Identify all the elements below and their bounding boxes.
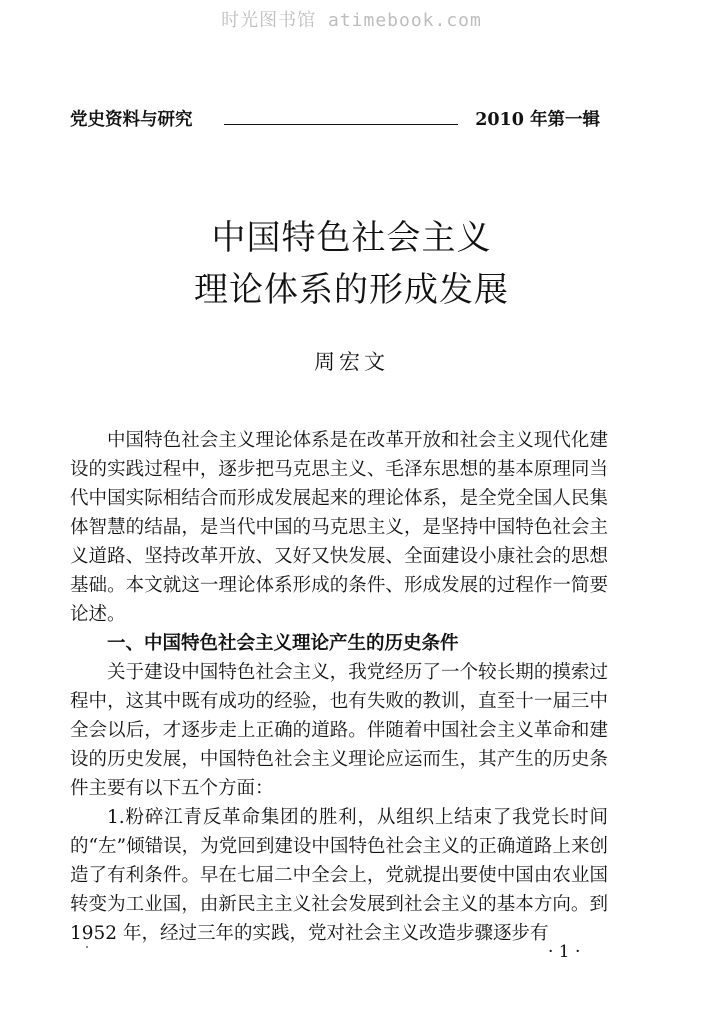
intro-paragraph: 中国特色社会主义理论体系是在改革开放和社会主义现代化建设的实践过程中，逐步把马克思主义、毛泽东思想的基本原理同当代中国实际相结合而形成发展起来的理论体系，是全党全国人民集体智慧的结晶，是当代中国的马克思主义，是坚持中国特色社会主义道路、坚持改革开放、又好又快发展、全面建设小康社会的思想基础。本文就这一理论体系形成的条件、形成发展的过程作一简要论述。 [70, 430, 608, 625]
author-name: 周宏文 [314, 350, 389, 374]
running-head [70, 106, 600, 132]
margin-dot [86, 946, 88, 948]
article-title [0, 212, 703, 316]
page-number: · 1 · [548, 942, 581, 962]
body-paragraph: 关于建设中国特色社会主义，我党经历了一个较长期的摸索过程中，这其中既有成功的经验，也有失败的教训，直至十一届三中全会以后，才逐步走上正确的道路。伴随着中国社会主义革命和建设的历史发展，中国特色社会主义理论应运而生，其产生的历史条件主要有以下五个方面： [70, 662, 608, 799]
numbered-point-text: 早在七届二中全会上，党就提出要使中国由农业国转变为工业国，由新民主主义社会发展到社会主义的基本方向。到1952 年，经过三年的实践，党对社会主义改造步骤逐步有 [70, 865, 608, 944]
journal-name: 党史资料与研究 [70, 110, 193, 130]
body-paragraph-numbered [70, 803, 608, 948]
issue-label: 2010 年第一辑 [475, 110, 600, 130]
title-line-2: 理论体系的形成发展 [194, 270, 509, 310]
header-rule [224, 124, 458, 125]
section-heading: 一、中国特色社会主义理论产生的历史条件 [107, 633, 459, 654]
article-body [70, 426, 608, 948]
title-line-1: 中国特色社会主义 [211, 218, 492, 258]
numbered-point-lead: 1.粉碎江青反革命集团的胜利，从组织上结束了我党长时间的“左”倾错误，为党回到建设中国特色社会主义的正确道路上来创造了有利条件。 [70, 807, 608, 886]
watermark: 时光图书馆 atimebook.com [221, 10, 482, 31]
